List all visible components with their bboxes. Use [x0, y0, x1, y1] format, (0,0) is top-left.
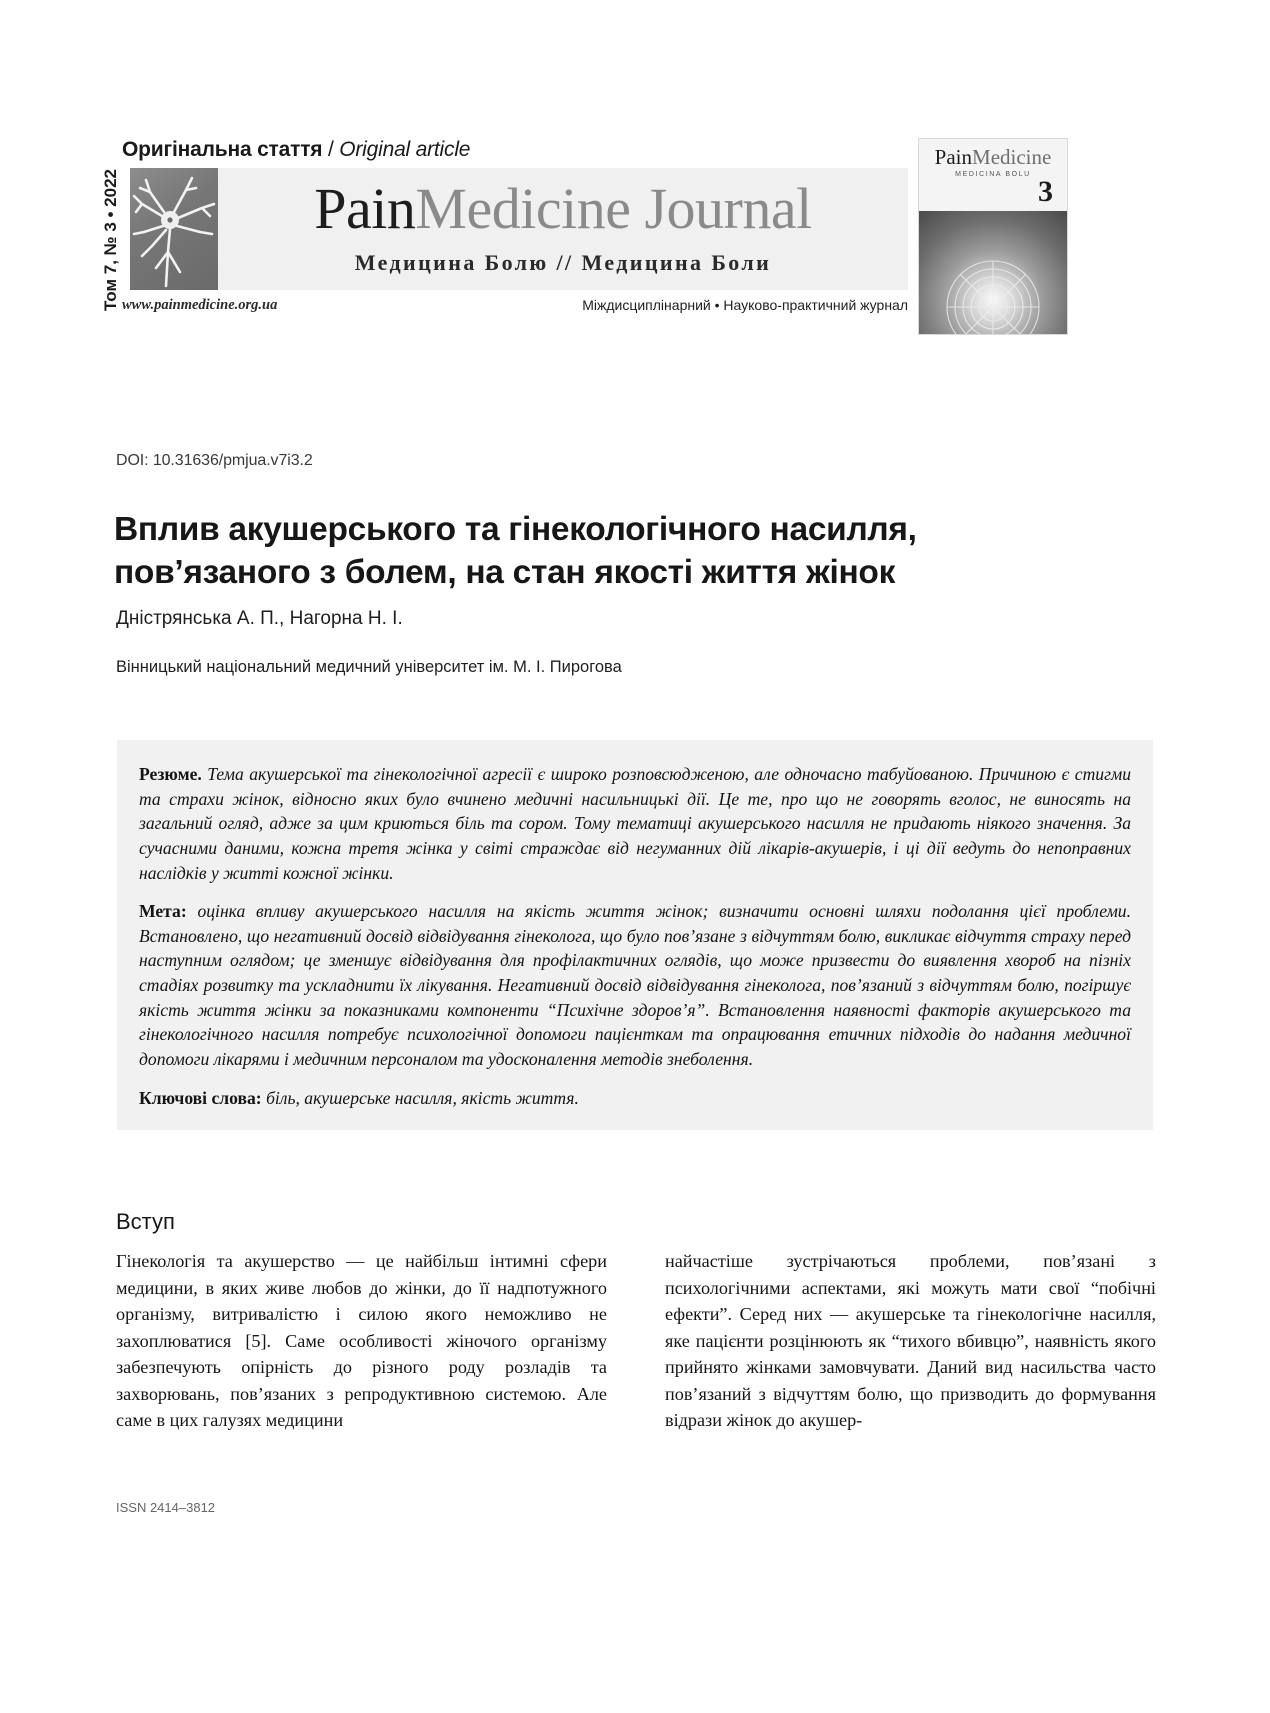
journal-title	[218, 176, 908, 241]
journal-title-pain: Pain	[314, 176, 416, 241]
issn-footer: ISSN 2414–3812	[116, 1500, 216, 1515]
journal-header	[0, 0, 1270, 360]
abstract-box	[117, 740, 1153, 1130]
volume-issue-text: Том 7, № 3 • 2022	[101, 168, 120, 312]
volume-spine	[98, 168, 124, 318]
page-title: Вплив акушерського та гінекологічного насилля, пов’язаного з болем, на стан якості життя жінок	[114, 511, 917, 591]
body-columns	[116, 1248, 1156, 1434]
journal-title-medicine: Medicine	[415, 176, 631, 241]
journal-title-journal: Journal	[644, 176, 812, 241]
article-type-kicker	[122, 138, 470, 162]
abstract-aim-label: Мета:	[139, 901, 187, 922]
abstract-summary-text: Тема акушерської та гінекологічної агресії є широко розповсюдженою, але одночасно табуйованою. Причиною є стигми та страхи жінок, відносно яких було вчинено медичні насильницькі дії. Це те, про що не говорять вголос, не виносять на загальний огляд, адже за цим криються біль та сором. Тому тематиці акушерського насилля не придають ніякого значення. За сучасними даними, кожна третя жінка у світі страждає від негуманних дій лікарів-акушерів, і ці дії ведуть до непоправних наслідків у житті кожної жінки.	[139, 764, 1131, 883]
abstract-keywords-label: Ключові слова:	[139, 1087, 262, 1108]
kicker-english: Original article	[339, 138, 471, 161]
section-heading-introduction: Вступ	[116, 1209, 175, 1234]
doi-line[interactable]: DOI: 10.31636/pmjua.v7i3.2	[116, 452, 313, 469]
cover-subtitle: MEDICINA BOLU	[955, 171, 1031, 178]
neuron-illustration-icon	[130, 168, 218, 290]
cover-brand-medicine: Medicine	[972, 145, 1052, 169]
cover-brand	[919, 145, 1067, 170]
affiliation: Вінницький національний медичний університет ім. М. І. Пирогова	[116, 658, 622, 676]
abstract-summary-label: Резюме.	[139, 764, 202, 784]
abstract-aim-text: оцінка впливу акушерського насилля на якість життя жінок; визначити основні шляхи подолання цієї проблеми. Встановлено, що негативний досвід відвідування гінеколога, що було пов’язане з відчуттям болю, викликає відчуття страху перед наступним оглядом; це зменшує відвідування для профілактичних оглядів, що може призвести до виявлення хвороб на пізніх стадіях розвитку та ускладнити їх лікування. Негативний досвід відвідування гінеколога, пов’язаний з відчуттям болю, погіршує якість життя жінки за показниками компоненти “Психічне здоров’я”. Встановлення наявності факторів акушерського та гінекологічного насилля потребує психологічної допомоги пацієнткам та опрацювання етичних підходів до надання медичної допомоги лікарями і медичним персоналом та удосконалення методів знеболення.	[139, 901, 1131, 1069]
journal-tagline: Міждисциплінарний • Науково-практичний журнал	[582, 297, 908, 313]
author-list: Дністрянська А. П., Нагорна Н. І.	[116, 608, 403, 629]
masthead-banner	[218, 168, 908, 290]
cover-issue-number: 3	[1038, 175, 1053, 208]
journal-website-link[interactable]: www.painmedicine.org.ua	[122, 297, 278, 313]
masthead-divider	[218, 290, 908, 291]
abstract-keywords-paragraph	[139, 1086, 1131, 1111]
journal-subtitle-text: Медицина Болю // Медицина Боли	[354, 250, 772, 275]
body-column-left: Гінекологія та акушерство — це найбільш інтимні сфери медицини, в яких живе любов до жінки, до її надпотужного організму, витривалістю і силою якого неможливо не захоплюватися [5]. Саме особливості жіночого організму забезпечують опірність до різного роду розладів та захворювань, пов’язаних з репродуктивною системою. Але саме в цих галузях медицини	[116, 1251, 607, 1431]
journal-cover-thumbnail	[918, 138, 1068, 335]
cover-spiral-artwork-icon	[919, 211, 1067, 334]
abstract-summary-paragraph	[139, 762, 1131, 885]
kicker-separator: /	[322, 138, 340, 161]
body-column-right: найчастіше зустрічаються проблеми, пов’язані з психологічними аспектами, які можуть мати свої “побічні ефекти”. Серед них — акушерське та гінекологічне насилля, яке пацієнти розцінюють як “тихого вбивцю”, наявність якого прийнято жінками замовчувати. Даний вид насильства часто пов’язаний з відчуттям болю, що призводить до формування відрази жінок до акушер-	[665, 1251, 1156, 1431]
kicker-ukrainian: Оригінальна стаття	[122, 138, 323, 161]
journal-subtitle	[218, 250, 908, 276]
cover-brand-pain: Pain	[934, 145, 973, 169]
abstract-keywords-text: біль, акушерське насилля, якість життя.	[261, 1087, 579, 1108]
abstract-aim-paragraph	[139, 899, 1131, 1071]
